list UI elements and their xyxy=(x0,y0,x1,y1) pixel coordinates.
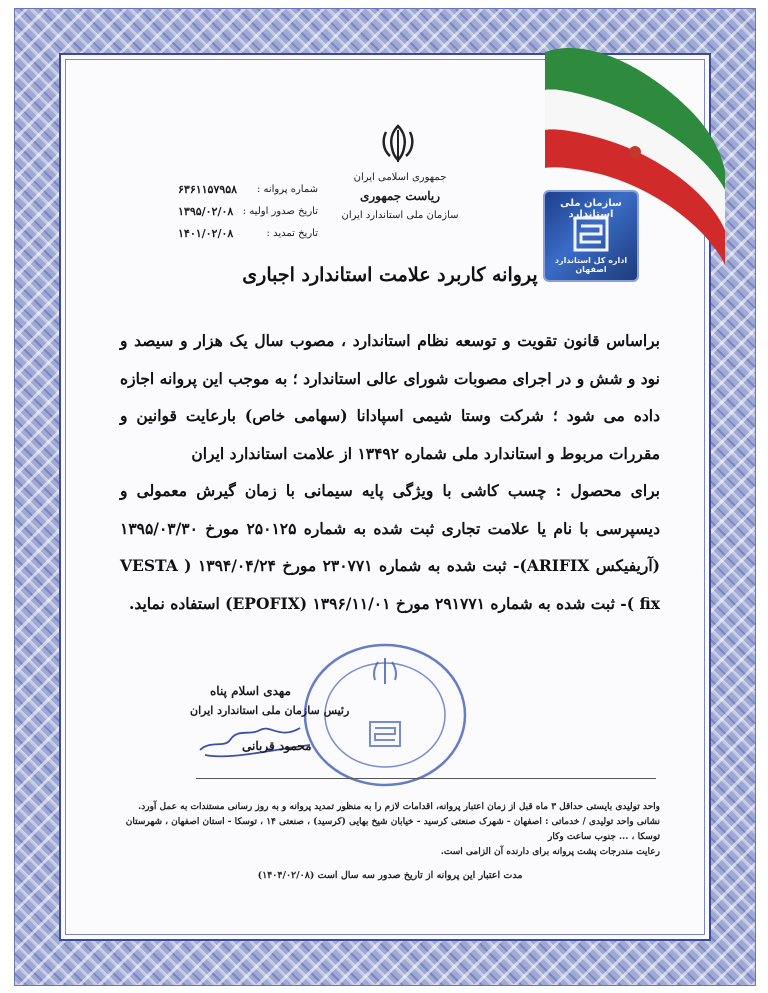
divider xyxy=(196,778,656,779)
footer-line: واحد تولیدی بایستی حداقل ۳ ماه قبل از زمان اعتبار پروانه، اقدامات لازم را به منظور تمدید پروانه و به روز رسانی مستندات به عمل آورد. xyxy=(138,802,660,812)
validity-note: مدت اعتبار این پروانه از تاریخ صدور سه سال است (۱۴۰۴/۰۲/۰۸) xyxy=(257,870,523,881)
license-number-label: شماره پروانه : xyxy=(256,183,318,195)
footer-line: رعایت مندرجات پشت پروانه برای دارنده آن الزامی است. xyxy=(440,847,660,857)
deputy-name: محمود قربانی xyxy=(242,739,312,753)
signatory-name: مهدی اسلام پناه xyxy=(210,684,291,698)
license-meta xyxy=(178,178,318,244)
body-paragraph: برای محصول : چسب کاشی با ویژگی پایه سیمانی با زمان گیرش معمولی و دیسپرسی با نام یا علامت تجاری ثبت شده به شماره ۲۵۰۱۲۵ مورخ ۱۳۹۵/۰۳/۳۰ (آریفیکس ARIFIX)- ثبت شده به شماره ۲۳۰۷۷۱ مورخ ۱۳۹۴/۰۴/۲۴ ( VESTA fix )- ثبت شده به شماره ۲۹۱۷۷۱ مورخ ۱۳۹۶/۱۱/۰۱ (EPOFIX) استفاده نماید. xyxy=(120,481,660,613)
renewal-date-row xyxy=(178,222,318,244)
iran-emblem-icon xyxy=(378,122,418,164)
signatory xyxy=(190,684,410,753)
renewal-date-label: تاریخ تمدید : xyxy=(266,227,318,239)
issuer-header xyxy=(330,168,470,225)
footer-notes xyxy=(120,800,660,860)
signatory-role: رئیس سازمان ملی استاندارد ایران xyxy=(190,704,350,717)
license-text xyxy=(120,322,660,622)
issue-date: ۱۳۹۵/۰۲/۰۸ xyxy=(178,204,234,218)
license-number-row xyxy=(178,178,318,200)
page-title: پروانه کاربرد علامت استاندارد اجباری xyxy=(242,264,538,286)
renewal-date: ۱۴۰۱/۰۲/۰۸ xyxy=(178,226,234,240)
footer-line: نشانی واحد تولیدی / خدماتی : اصفهان - شهرک صنعتی کرسید - خیابان شیخ بهایی (کرسید) ، صنعتی ۱۴ ، توسکا - استان اصفهان ، شهرستان توسکا ، ... جنوب ساعت وکار xyxy=(125,817,660,842)
seal-top-text: سازمان ملی استاندارد xyxy=(560,198,622,220)
seal-bottom-text: اداره کل استاندارد اصفهان xyxy=(554,256,628,274)
organization-name: سازمان ملی استاندارد ایران xyxy=(341,210,459,221)
issue-date-row xyxy=(178,200,318,222)
issue-date-label: تاریخ صدور اولیه : xyxy=(242,205,318,217)
standard-logo-icon xyxy=(573,216,609,252)
presidency-name: ریاست جمهوری xyxy=(359,189,441,203)
body-paragraph: براساس قانون تقویت و توسعه نظام استاندارد ، مصوب سال یک هزار و سیصد و نود و شش و در اجرای مصوبات شورای عالی استاندارد ؛ به موجب این پروانه اجازه داده می شود ؛ شرکت وستا شیمی اسپادانا (سهامی خاص) بارعایت قوانین و مقررات مربوط و استاندارد ملی شماره ۱۳۴۹۲ از علامت استاندارد ایران xyxy=(120,331,660,463)
country-name: جمهوری اسلامی ایران xyxy=(353,172,447,183)
license-number: ۶۳۶۱۱۵۷۹۵۸ xyxy=(178,182,238,196)
